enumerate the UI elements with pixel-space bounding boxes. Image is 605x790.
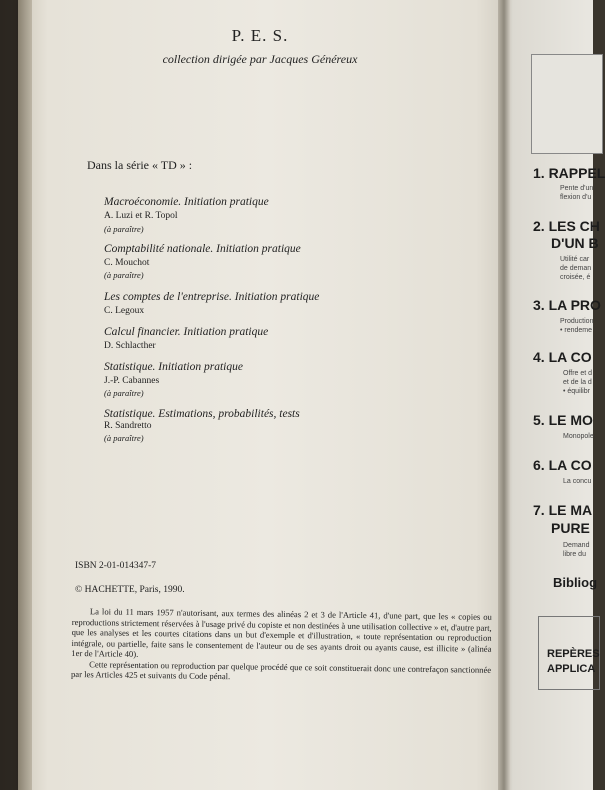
toc-sub: Utilité car (560, 256, 590, 263)
toc-sub: libre du (563, 551, 586, 558)
toc-heading: PURE (551, 520, 590, 536)
book-authors: J.-P. Cabannes (104, 376, 160, 386)
collection-subtitle: collection dirigée par Jacques Généreux (162, 52, 358, 66)
series-intro: Dans la série « TD » : (87, 158, 193, 172)
cover-header-box (531, 54, 603, 154)
toc-heading: 7. LE MA (533, 502, 593, 518)
copyright: © HACHETTE, Paris, 1990. (75, 585, 185, 595)
toc-sub: croisée, é (560, 274, 591, 281)
toc-heading: 5. LE MO (533, 412, 593, 428)
book-authors: R. Sandretto (104, 421, 152, 431)
book-note: (à paraître) (104, 433, 144, 443)
book-note: (à paraître) (104, 270, 144, 280)
toc-heading: 1. RAPPEL (533, 165, 605, 181)
book-gutter (498, 0, 510, 790)
toc-sub: Pente d'un (560, 185, 594, 192)
toc-sub: Demand (563, 542, 590, 549)
toc-heading: 2. LES CH (533, 218, 600, 234)
toc-sub: Monopole (563, 433, 594, 440)
toc-sub: de deman (560, 265, 592, 272)
reperes-label: REPÈRES (547, 648, 600, 660)
toc-sub: La concu (563, 478, 592, 485)
book-authors: C. Legoux (104, 306, 145, 316)
toc-sub: • équilibr (563, 388, 590, 395)
toc-sub: Offre et d (563, 370, 593, 377)
toc-sub: et de la d (563, 379, 592, 386)
legal-paragraph: Cette représentation ou reproduction par quelque procédé que ce soit constituerait donc une contrefaçon sanctionnée par les Articles 425 et suivants du Code pénal. (70, 658, 492, 682)
bibliography-heading: Bibliog (553, 575, 598, 590)
book-note: (à paraître) (104, 224, 144, 234)
book-title: Statistique. Estimations, probabilités, tests (104, 408, 300, 420)
book-title: Les comptes de l'entreprise. Initiation pratique (104, 291, 320, 303)
legal-notice (71, 606, 492, 685)
toc-heading: 3. LA PRO (533, 297, 601, 313)
book-authors: C. Mouchot (104, 258, 150, 268)
book-authors: A. Luzi et R. Topol (104, 211, 178, 221)
book-authors: D. Schlacther (104, 341, 156, 351)
book-note: (à paraître) (104, 388, 144, 398)
toc-sub: • rendeme (560, 327, 593, 334)
book-title: Comptabilité nationale. Initiation pratique (104, 243, 301, 255)
left-page-edge (18, 0, 32, 790)
legal-paragraph: La loi du 11 mars 1957 n'autorisant, aux termes des alinéas 2 et 3 de l'Article 41, d'une part, que les « copies ou reproductions strictement réservées à l'usage privé du copiste et non destinées à une utilisation collective » et, d'autre part, que les analyses et les courtes citations dans un but d'exemple et d'illustration, « toute représentation ou reproduction intégrale, ou partielle, faite sans le consentement de l'auteur ou de ses ayants droit ou ayants cause, est illicite » (alinéa 1er de l'Article 40). (71, 606, 492, 659)
book-title: Calcul financier. Initiation pratique (104, 326, 269, 338)
book-title: Statistique. Initiation pratique (104, 361, 243, 373)
toc-sub: flexion d'u (560, 194, 592, 201)
collection-title: P. E. S. (231, 26, 289, 45)
book-title: Macroéconomie. Initiation pratique (104, 196, 269, 208)
applications-label: APPLICA (547, 663, 596, 675)
toc-sub: Production (560, 318, 594, 325)
toc-heading: D'UN B (551, 235, 599, 251)
toc-heading: 4. LA CO (533, 349, 592, 365)
isbn: ISBN 2-01-014347-7 (75, 561, 157, 571)
toc-heading: 6. LA CO (533, 457, 592, 473)
